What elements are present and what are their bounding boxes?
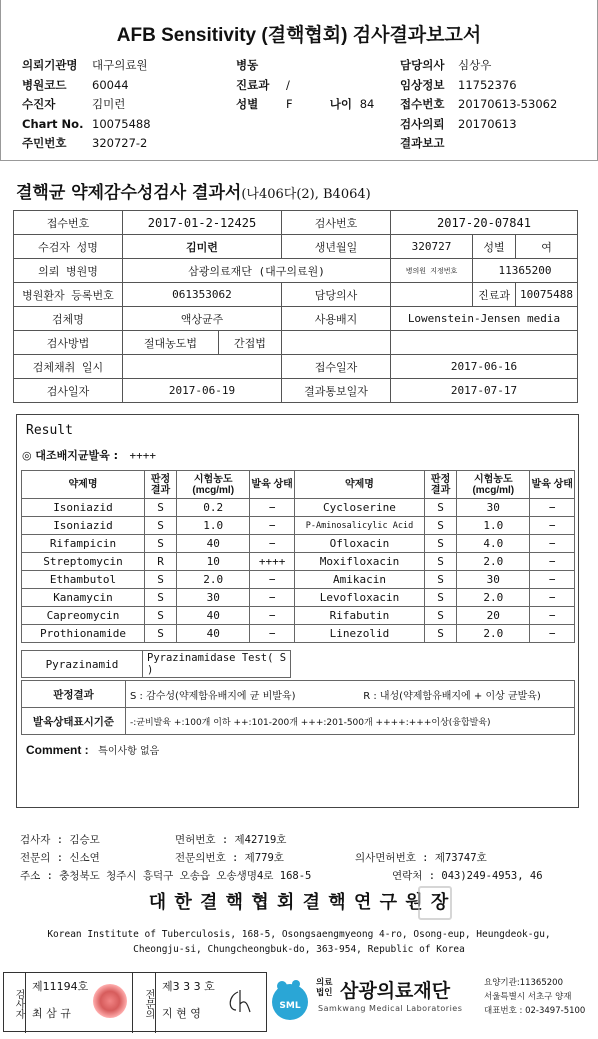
field-label: 의뢰기관명 — [22, 58, 78, 72]
cell-drug: Amikacin — [294, 571, 424, 589]
field-label: 담당의사 — [400, 58, 445, 72]
cell-growth: − — [250, 589, 294, 607]
field-label: 병동 — [236, 58, 259, 72]
info-value: 320727 — [390, 235, 472, 259]
cell-drug: Linezolid — [294, 625, 424, 643]
cell-drug: P-Aminosalicylic Acid — [294, 517, 424, 535]
cell-drug: Prothionamide — [22, 625, 145, 643]
table-row — [22, 535, 575, 553]
field-value: / — [286, 77, 290, 92]
tester-number: 제11194호 — [32, 980, 89, 993]
cell-judge: S — [145, 607, 177, 625]
cell-conc: 30 — [457, 499, 530, 517]
patient-info-table — [13, 210, 578, 403]
info-value: 액상균주 — [123, 307, 282, 331]
cell-growth: − — [530, 589, 575, 607]
field-value: 320727-2 — [92, 136, 148, 150]
header-right-fields — [400, 54, 596, 152]
cell-conc: 1.0 — [177, 517, 250, 535]
specialist-vertical-label: 전문의 — [132, 972, 156, 1033]
control-growth — [22, 447, 156, 463]
cell-drug: Rifampicin — [22, 535, 145, 553]
cell-conc: 0.2 — [177, 499, 250, 517]
field-label: Chart No. — [22, 116, 84, 131]
info-label: 진료과 — [473, 283, 516, 307]
org-english-line: Korean Institute of Tuberculosis, 168-5, Osongsaengmyeong 4-ro, Osong-eup, Heungdeok-gu, — [47, 929, 551, 940]
pza-label: Pyrazinamid — [22, 651, 143, 678]
corp-info-line: 요양기관:11365200 — [484, 978, 563, 988]
report-heading-suffix: (나406다(2), B4064) — [241, 187, 371, 202]
cell-growth: ++++ — [250, 553, 294, 571]
col-header: 발육 상태 — [530, 471, 575, 499]
cell-judge: S — [145, 589, 177, 607]
cell-growth: − — [530, 571, 575, 589]
corp-english: Samkwang Medical Laboratories — [318, 1004, 463, 1013]
info-value: 2017-06-16 — [390, 355, 577, 379]
field-value: 11752376 — [458, 77, 517, 92]
cell-conc: 2.0 — [457, 625, 530, 643]
pza-value: Pyrazinamidase Test( S ) — [143, 651, 291, 678]
cell-growth: − — [530, 607, 575, 625]
tester: 검사자 : 김승모 — [20, 834, 100, 846]
field-value: 김미런 — [92, 97, 126, 111]
corp-label: 의료법인 — [316, 978, 333, 998]
field-value: 60044 — [92, 77, 129, 92]
field-label: 주민번호 — [22, 136, 67, 150]
info-value: 2017-01-2-12425 — [123, 211, 282, 235]
doctor-license: 의사면허번호 : 제73747호 — [355, 852, 487, 864]
info-label: 사용배지 — [281, 307, 390, 331]
address: 주소 : 충청북도 청주시 흥덕구 오송읍 오송생명4로 168-5 — [20, 870, 312, 882]
pza-row — [21, 650, 291, 678]
info-value: 2017-06-19 — [123, 379, 282, 403]
info-label: 생년월일 — [281, 235, 390, 259]
cell-drug: Levofloxacin — [294, 589, 424, 607]
org-english — [0, 927, 598, 957]
cell-judge: S — [145, 535, 177, 553]
cell-conc: 40 — [177, 607, 250, 625]
cell-conc: 10 — [177, 553, 250, 571]
field-label: 검사의뢰 — [400, 116, 445, 131]
field-label: 병원코드 — [22, 77, 67, 92]
info-value — [123, 355, 282, 379]
info-label: 결과통보일자 — [281, 379, 390, 403]
table-row — [22, 517, 575, 535]
info-value: 간접법 — [218, 331, 281, 355]
field-value: 20170613 — [458, 116, 517, 131]
info-value: 삼광의료재단 (대구의료원) — [123, 259, 391, 283]
sml-logo-icon — [270, 976, 310, 1026]
age-value: 84 — [359, 97, 375, 111]
cell-conc: 2.0 — [177, 571, 250, 589]
cell-conc: 30 — [457, 571, 530, 589]
growth-criteria: -:균비발육 +:100개 이하 ++:101-200개 +++:201-500개 ++++:+++이상(융합발육) — [126, 708, 575, 735]
tester-name: 최 삼 규 — [32, 1007, 71, 1020]
cell-drug: Kanamycin — [22, 589, 145, 607]
info-label: 병의원 지정번호 — [390, 259, 472, 283]
info-label: 검체명 — [14, 307, 123, 331]
cell-judge: S — [145, 571, 177, 589]
corp-name: 삼광의료재단 — [340, 980, 451, 1002]
col-header: 판정 결과 — [145, 471, 177, 499]
cell-conc: 2.0 — [457, 589, 530, 607]
susceptibility-table — [21, 470, 575, 643]
report-heading — [16, 178, 371, 203]
cell-conc: 30 — [177, 589, 250, 607]
tester-vertical-label: 검사자 — [3, 972, 26, 1033]
info-value: Lowenstein-Jensen media — [390, 307, 577, 331]
seal-icon — [93, 984, 127, 1018]
field-value: 10075488 — [92, 116, 151, 131]
cell-conc: 20 — [457, 607, 530, 625]
report-footer — [20, 832, 580, 886]
cell-growth: − — [530, 499, 575, 517]
cell-drug: Rifabutin — [294, 607, 424, 625]
cell-drug: Capreomycin — [22, 607, 145, 625]
criteria-s: S : 감수성(약제함유배지에 균 비발육) — [130, 690, 296, 702]
cell-growth: − — [530, 517, 575, 535]
specialist-name: 지 현 영 — [162, 1007, 201, 1020]
corp-info-line: 대표번호 : 02-3497-5100 — [484, 1006, 586, 1016]
report-heading-text: 결핵균 약제감수성검사 결과서 — [16, 183, 242, 203]
cell-growth: − — [250, 625, 294, 643]
info-value: 2017-20-07841 — [390, 211, 577, 235]
cell-judge: S — [425, 589, 457, 607]
control-value: ++++ — [129, 449, 157, 462]
cell-judge: S — [425, 571, 457, 589]
cell-growth: − — [530, 625, 575, 643]
cell-drug: Cycloserine — [294, 499, 424, 517]
col-header: 시험농도 (mcg/ml) — [177, 471, 250, 499]
cell-conc: 2.0 — [457, 553, 530, 571]
header-mid-fields — [236, 54, 396, 113]
field-value: 심상우 — [458, 58, 492, 72]
specialist: 전문의 : 신소연 — [20, 852, 100, 864]
table-row — [22, 499, 575, 517]
cell-growth: − — [250, 607, 294, 625]
result-title: Result — [26, 423, 73, 438]
info-label: 검사번호 — [281, 211, 390, 235]
table-row — [22, 607, 575, 625]
criteria-label: 판정결과 — [22, 681, 126, 708]
criteria-r: R : 내성(약제함유배지에 + 이상 균발육) — [363, 690, 541, 702]
info-value: 11365200 — [473, 259, 578, 283]
cell-judge: S — [425, 553, 457, 571]
org-english-line: Cheongju-si, Chungcheongbuk-do, 363-954, Republic of Korea — [133, 944, 465, 955]
table-row — [22, 589, 575, 607]
age-label: 나이 — [329, 97, 352, 111]
cell-growth: − — [530, 535, 575, 553]
org-name: 대 한 결 핵 협 회 결 핵 연 구 원 장 — [148, 892, 450, 913]
info-value: 2017-07-17 — [390, 379, 577, 403]
table-row — [22, 553, 575, 571]
cell-judge: S — [425, 517, 457, 535]
cell-judge: S — [145, 517, 177, 535]
field-label: 접수번호 — [400, 97, 445, 111]
info-label: 병원환자 등록번호 — [14, 283, 123, 307]
specialist-number: 제3 3 3 호 — [162, 980, 215, 993]
info-value: 절대농도법 — [123, 331, 219, 355]
header-left-fields — [22, 54, 222, 152]
sml-logo-text: SML — [279, 1001, 301, 1011]
comment-value: 특이사항 없음 — [98, 746, 160, 757]
info-value: 여 — [516, 235, 578, 259]
info-label: 담당의사 — [281, 283, 390, 307]
comment-label: Comment : — [26, 743, 89, 757]
signature-icon — [224, 986, 254, 1016]
field-value: 대구의료원 — [92, 58, 148, 72]
col-header: 시험농도 (mcg/ml) — [457, 471, 530, 499]
corp-info-line: 서울특별시 서초구 양재 — [484, 992, 572, 1002]
cell-judge: S — [145, 625, 177, 643]
cell-conc: 40 — [177, 535, 250, 553]
growth-label: 발육상태표시기준 — [22, 708, 126, 735]
info-label: 접수번호 — [14, 211, 123, 235]
field-value: F — [286, 97, 293, 111]
col-header: 약제명 — [294, 471, 424, 499]
cell-drug: Isoniazid — [22, 517, 145, 535]
field-value: 20170613-53062 — [458, 97, 558, 111]
cell-growth: − — [250, 535, 294, 553]
col-header: 약제명 — [22, 471, 145, 499]
cell-growth: − — [250, 499, 294, 517]
cell-judge: S — [425, 535, 457, 553]
table-row — [22, 571, 575, 589]
cell-conc: 4.0 — [457, 535, 530, 553]
info-value: 김미련 — [123, 235, 282, 259]
seal-stamp — [418, 886, 452, 920]
cell-drug: Streptomycin — [22, 553, 145, 571]
cell-conc: 40 — [177, 625, 250, 643]
control-label: ◎ 대조배지균발육 : — [22, 449, 119, 462]
cell-judge: S — [425, 607, 457, 625]
info-value: 10075488 — [516, 283, 578, 307]
cell-judge: R — [145, 553, 177, 571]
cell-growth: − — [250, 571, 294, 589]
field-label: 성별 — [236, 97, 259, 111]
col-header: 발육 상태 — [250, 471, 294, 499]
info-value — [390, 283, 472, 307]
info-label: 검사방법 — [14, 331, 123, 355]
field-label: 결과보고 — [400, 136, 445, 150]
comment — [26, 742, 159, 757]
cell-growth: − — [250, 517, 294, 535]
cell-conc: 1.0 — [457, 517, 530, 535]
cell-drug: Isoniazid — [22, 499, 145, 517]
criteria-table — [21, 680, 575, 735]
info-label: 수검자 성명 — [14, 235, 123, 259]
report-title: AFB Sensitivity (결핵협회) 검사결과보고서 — [116, 25, 482, 46]
field-label: 임상정보 — [400, 77, 445, 92]
cell-growth: − — [530, 553, 575, 571]
specialist-number: 전문의번호 : 제779호 — [175, 852, 284, 864]
cell-judge: S — [145, 499, 177, 517]
tester-license: 면허번호 : 제42719호 — [175, 834, 287, 846]
cell-judge: S — [425, 625, 457, 643]
info-label: 접수일자 — [281, 355, 390, 379]
info-label: 성별 — [473, 235, 516, 259]
corp-info — [484, 976, 585, 1018]
cell-drug: Moxifloxacin — [294, 553, 424, 571]
info-value: 061353062 — [123, 283, 282, 307]
info-label: 검체채취 일시 — [14, 355, 123, 379]
info-label: 검사일자 — [14, 379, 123, 403]
cell-judge: S — [425, 499, 457, 517]
cell-drug: Ethambutol — [22, 571, 145, 589]
info-label: 의뢰 병원명 — [14, 259, 123, 283]
field-label: 수진자 — [22, 97, 56, 111]
col-header: 판정 결과 — [425, 471, 457, 499]
bottom-bar — [0, 972, 598, 1039]
table-row — [22, 625, 575, 643]
field-label: 진료과 — [236, 77, 270, 92]
phone: 연락처 : 043)249-4953, 46 — [392, 870, 543, 882]
cell-drug: Ofloxacin — [294, 535, 424, 553]
